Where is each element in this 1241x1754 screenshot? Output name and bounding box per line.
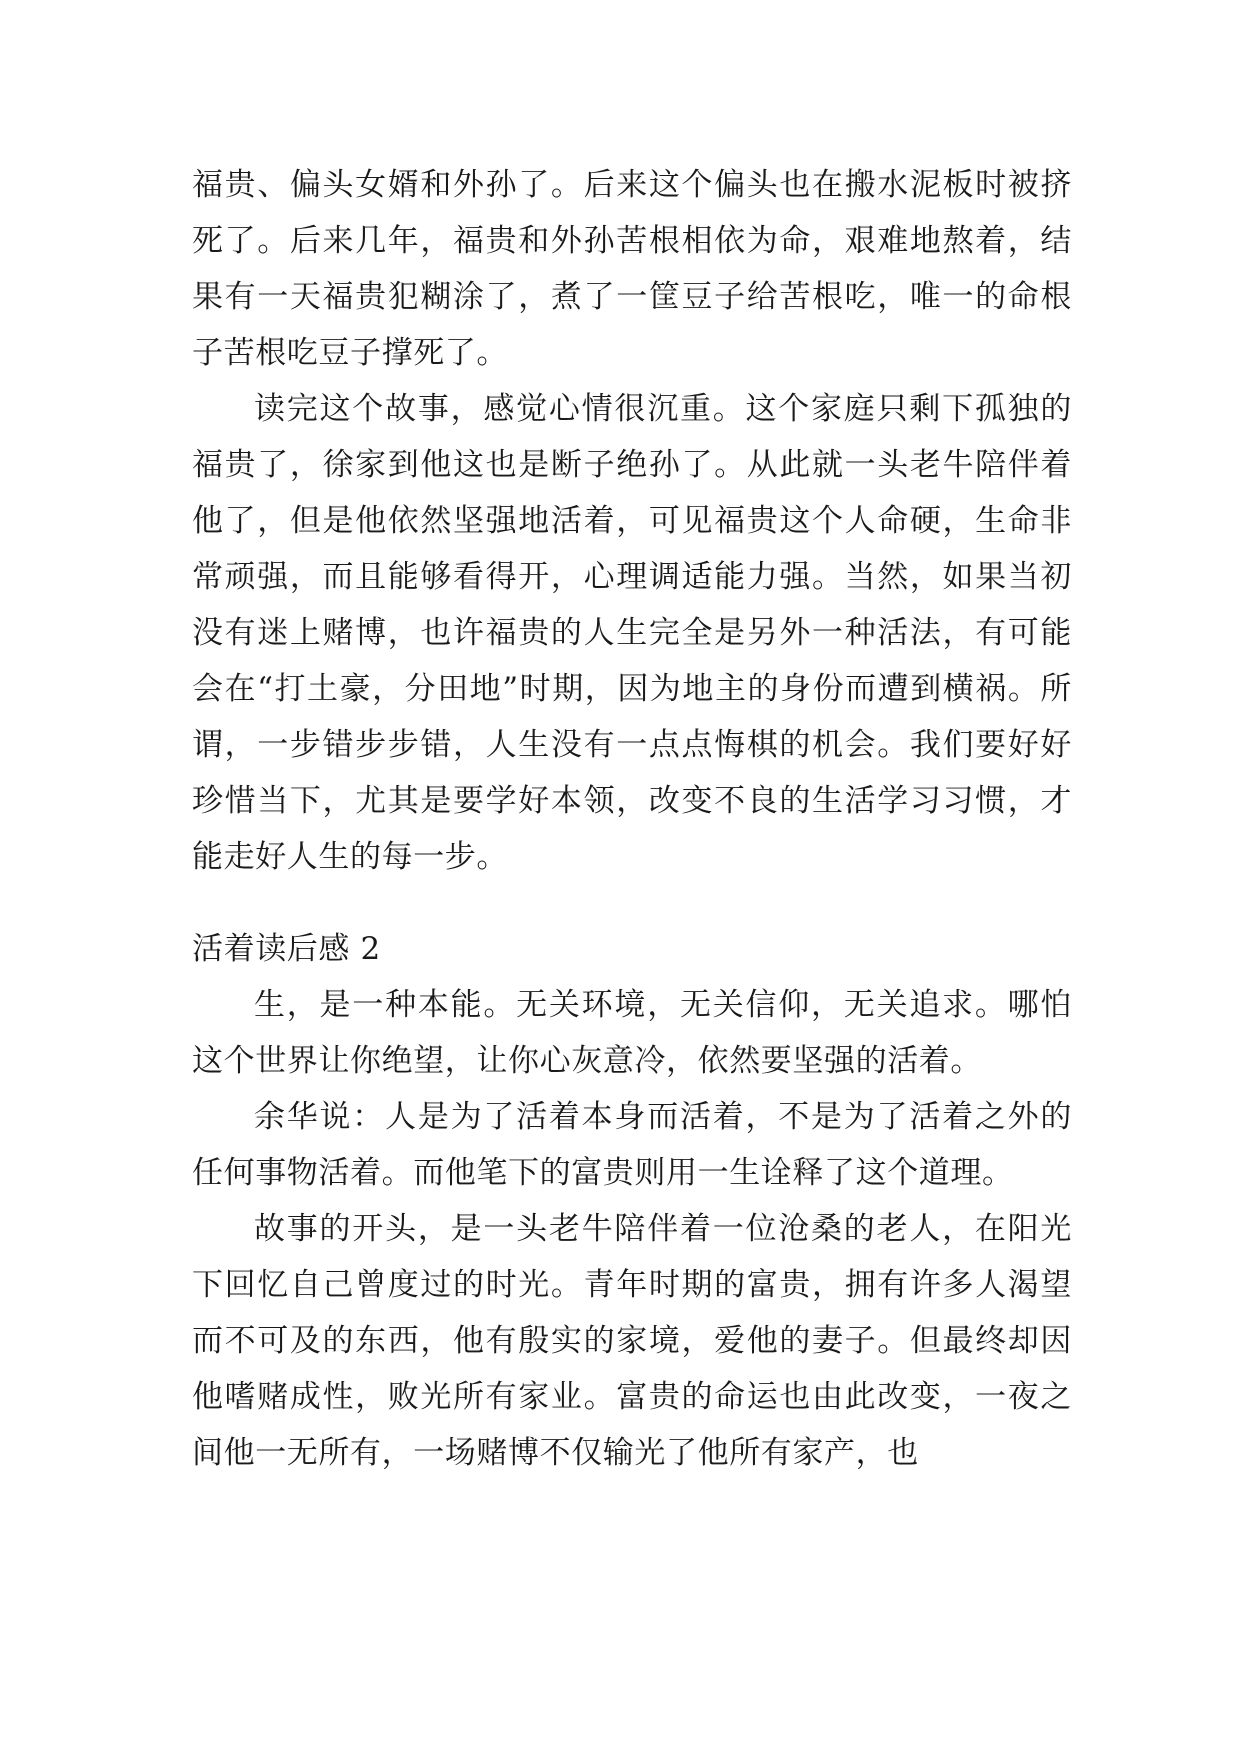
paragraph-story-start: 故事的开头，是一头老牛陪伴着一位沧桑的老人，在阳光下回忆自己曾度过的时光。青年时期的富贵，拥有许多人渴望而不可及的东西，他有殷实的家境，爱他的妻子。但最终却因他嗜赌成性，败光所有家业。富贵的命运也由此改变，一夜之间他一无所有，一场赌博不仅输光了他所有家产，也 (192, 1211, 1072, 1471)
paragraph-instinct: 生，是一种本能。无关环境，无关信仰，无关追求。哪怕这个世界让你绝望，让你心灰意冷，依然要坚强的活着。 (192, 987, 1072, 1079)
paragraph-reflection: 读完这个故事，感觉心情很沉重。这个家庭只剩下孤独的福贵了，徐家到他这也是断子绝孙了。从此就一头老牛陪伴着他了，但是他依然坚强地活着，可见福贵这个人命硬，生命非常顽强，而且能够看得开，心理调适能力强。当然，如果当初没有迷上赌博，也许福贵的人生完全是另外一种活法，有可能会在“打土豪，分田地”时期，因为地主的身份而遭到横祸。所谓，一步错步步错，人生没有一点点悔棋的机会。我们要好好珍惜当下，尤其是要学好本领，改变不良的生活学习习惯，才能走好人生的每一步。 (192, 391, 1072, 875)
section-title: 活着读后感 2 (192, 931, 381, 967)
document-body (192, 157, 1072, 1481)
paragraph-yuhua-quote: 余华说：人是为了活着本身而活着，不是为了活着之外的任何事物活着。而他笔下的富贵则用一生诠释了这个道理。 (192, 1099, 1072, 1191)
paragraph-continued: 福贵、偏头女婿和外孙了。后来这个偏头也在搬水泥板时被挤死了。后来几年，福贵和外孙苦根相依为命，艰难地熬着，结果有一天福贵犯糊涂了，煮了一筐豆子给苦根吃，唯一的命根子苦根吃豆子撑死了。 (192, 167, 1072, 371)
